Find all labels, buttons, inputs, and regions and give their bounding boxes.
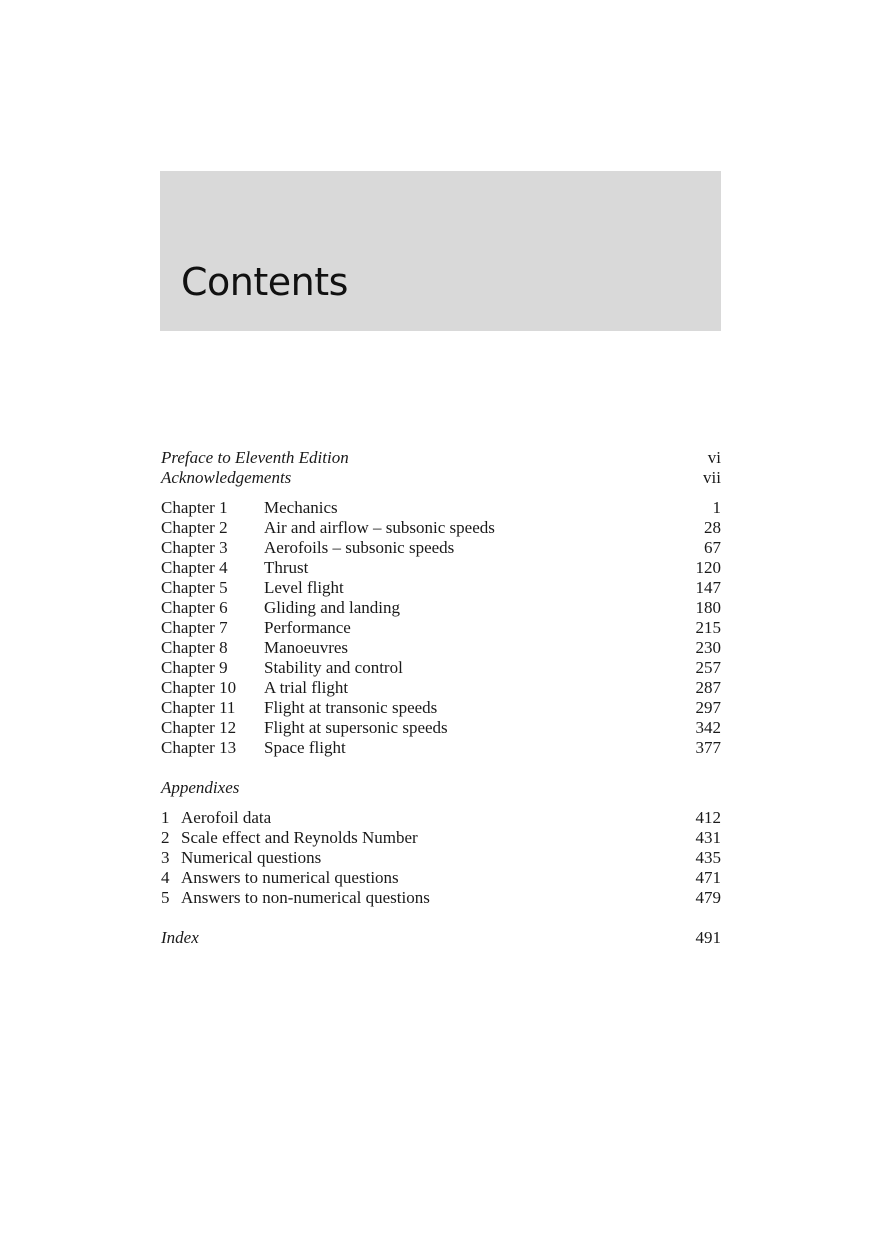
toc-page-number: 297 bbox=[695, 698, 721, 717]
chapter-number: Chapter 12 bbox=[161, 718, 237, 737]
toc-entry-label bbox=[161, 638, 696, 658]
chapter-entry[interactable] bbox=[161, 718, 721, 738]
chapter-entry[interactable] bbox=[161, 518, 721, 538]
appendix-entry[interactable] bbox=[161, 808, 721, 828]
toc-entry-index[interactable] bbox=[161, 928, 721, 948]
chapter-title: Aerofoils – subsonic speeds bbox=[264, 538, 455, 557]
chapter-entry[interactable] bbox=[161, 578, 721, 598]
toc-entry-label bbox=[161, 498, 713, 518]
toc-entry-acknowledgements[interactable] bbox=[161, 468, 721, 488]
toc-page-number: 28 bbox=[704, 518, 721, 537]
chapter-entry[interactable] bbox=[161, 498, 721, 518]
appendix-entry[interactable] bbox=[161, 848, 721, 868]
toc-entry-label bbox=[161, 558, 696, 578]
chapter-number: Chapter 11 bbox=[161, 698, 236, 717]
toc-entry-label bbox=[161, 578, 696, 598]
toc-page-number: 67 bbox=[704, 538, 721, 557]
toc-entry-label: Acknowledgements bbox=[161, 468, 292, 487]
toc-entry-label: Index bbox=[161, 928, 199, 947]
toc-page-number: 377 bbox=[695, 738, 721, 757]
chapter-entry[interactable] bbox=[161, 598, 721, 618]
chapter-number: Chapter 2 bbox=[161, 518, 228, 537]
chapter-entry[interactable] bbox=[161, 618, 721, 638]
toc-entry-label bbox=[161, 518, 704, 538]
toc-entry-label bbox=[161, 618, 696, 638]
chapter-title: Gliding and landing bbox=[264, 598, 400, 617]
toc-page-number: 431 bbox=[695, 828, 721, 847]
chapter-number: Chapter 4 bbox=[161, 558, 228, 577]
appendix-title: Scale effect and Reynolds Number bbox=[181, 828, 418, 847]
toc-page-number: 230 bbox=[695, 638, 721, 657]
toc-page-number: 1 bbox=[712, 498, 721, 517]
chapter-number: Chapter 3 bbox=[161, 538, 228, 557]
appendixes-heading: Appendixes bbox=[161, 778, 240, 797]
toc-entry-label bbox=[161, 658, 696, 678]
toc-page-number: 435 bbox=[695, 848, 721, 867]
toc-page-number: 147 bbox=[695, 578, 721, 597]
toc-entry-label bbox=[161, 718, 696, 738]
chapter-title: Performance bbox=[264, 618, 351, 637]
chapter-title: Flight at transonic speeds bbox=[264, 698, 438, 717]
chapter-title: Stability and control bbox=[264, 658, 403, 677]
chapter-entry[interactable] bbox=[161, 658, 721, 678]
chapter-title: A trial flight bbox=[264, 678, 349, 697]
chapter-entry[interactable] bbox=[161, 538, 721, 558]
appendix-list bbox=[161, 808, 721, 908]
toc-entry-label: Preface to Eleventh Edition bbox=[161, 448, 349, 467]
chapter-entry[interactable] bbox=[161, 678, 721, 698]
toc-entry-label bbox=[161, 888, 696, 908]
toc-entry-label bbox=[161, 698, 696, 718]
chapter-entry[interactable] bbox=[161, 638, 721, 658]
appendix-number: 4 bbox=[161, 868, 170, 887]
chapter-title: Space flight bbox=[264, 738, 346, 757]
toc-page-number: 120 bbox=[695, 558, 721, 577]
chapter-title: Manoeuvres bbox=[264, 638, 349, 657]
appendixes-heading-row bbox=[161, 778, 721, 798]
appendix-number: 1 bbox=[161, 808, 170, 827]
toc-page-number: 180 bbox=[695, 598, 721, 617]
appendix-entry[interactable] bbox=[161, 868, 721, 888]
chapter-number: Chapter 6 bbox=[161, 598, 228, 617]
toc-page-number: vii bbox=[703, 468, 721, 487]
title-banner bbox=[160, 171, 721, 331]
chapter-entry[interactable] bbox=[161, 558, 721, 578]
chapter-title: Air and airflow – subsonic speeds bbox=[264, 518, 495, 537]
appendix-number: 2 bbox=[161, 828, 170, 847]
toc-page-number: 471 bbox=[695, 868, 721, 887]
chapter-number: Chapter 13 bbox=[161, 738, 237, 757]
toc-page-number: 257 bbox=[695, 658, 721, 677]
toc-entry-label bbox=[161, 538, 704, 558]
appendix-number: 5 bbox=[161, 888, 170, 907]
page-title: Contents bbox=[181, 260, 348, 304]
chapter-list bbox=[161, 498, 721, 758]
appendix-entry[interactable] bbox=[161, 888, 721, 908]
toc-page-number: 412 bbox=[695, 808, 721, 827]
toc-entry-label bbox=[161, 598, 696, 618]
chapter-title: Mechanics bbox=[264, 498, 338, 517]
appendix-title: Aerofoil data bbox=[181, 808, 272, 827]
chapter-number: Chapter 1 bbox=[161, 498, 228, 517]
toc-entry-label bbox=[161, 808, 696, 828]
table-of-contents bbox=[161, 448, 721, 948]
chapter-title: Level flight bbox=[264, 578, 344, 597]
chapter-number: Chapter 7 bbox=[161, 618, 228, 637]
appendix-number: 3 bbox=[161, 848, 170, 867]
toc-entry-label bbox=[161, 848, 696, 868]
toc-page-number: 342 bbox=[695, 718, 721, 737]
appendix-title: Answers to non-numerical questions bbox=[181, 888, 430, 907]
toc-page-number: 287 bbox=[695, 678, 721, 697]
toc-entry-label bbox=[161, 738, 696, 758]
toc-page-number: 491 bbox=[695, 928, 721, 947]
toc-entry-label bbox=[161, 828, 696, 848]
toc-page-number: 479 bbox=[695, 888, 721, 907]
toc-page-number: vi bbox=[707, 448, 721, 467]
chapter-number: Chapter 9 bbox=[161, 658, 228, 677]
toc-entry-label bbox=[161, 678, 696, 698]
chapter-entry[interactable] bbox=[161, 698, 721, 718]
appendix-title: Numerical questions bbox=[181, 848, 322, 867]
chapter-number: Chapter 10 bbox=[161, 678, 237, 697]
appendix-entry[interactable] bbox=[161, 828, 721, 848]
front-matter-list bbox=[161, 448, 721, 488]
chapter-title: Flight at supersonic speeds bbox=[264, 718, 448, 737]
appendix-title: Answers to numerical questions bbox=[181, 868, 399, 887]
chapter-number: Chapter 8 bbox=[161, 638, 228, 657]
chapter-entry[interactable] bbox=[161, 738, 721, 758]
toc-entry-preface[interactable] bbox=[161, 448, 721, 468]
chapter-title: Thrust bbox=[264, 558, 309, 577]
chapter-number: Chapter 5 bbox=[161, 578, 228, 597]
toc-entry-label bbox=[161, 868, 696, 888]
toc-page-number: 215 bbox=[695, 618, 721, 637]
